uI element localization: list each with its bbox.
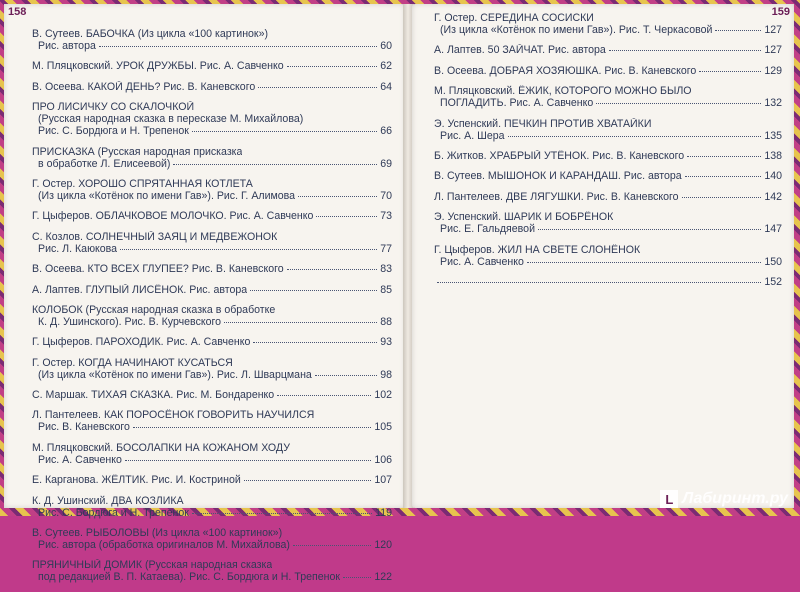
toc-entry: [434, 191, 782, 203]
toc-entry-detail: в обработке Л. Елисеевой): [38, 157, 171, 170]
left-page-number: 158: [8, 6, 27, 18]
dot-leader: [315, 375, 377, 376]
toc-entry: [434, 65, 782, 77]
toc-page-number: 62: [380, 60, 392, 73]
toc-entry-title: М. Пляцковский. ЁЖИК, КОТОРОГО МОЖНО БЫЛО: [434, 85, 692, 98]
toc-page-number: 150: [764, 255, 782, 268]
toc-entry-title: А. Лаптев. 50 ЗАЙЧАТ. Рис. автора: [434, 44, 606, 57]
toc-entry-detail: под редакцией В. П. Катаева). Рис. С. Бордюга и Н. Трепенок: [38, 571, 340, 584]
toc-entry: [434, 85, 782, 109]
toc-entry-title: В. Сутеев. РЫБОЛОВЫ (Из цикла «100 картинок»): [32, 527, 283, 540]
toc-entry-detail: К. Д. Ушинского). Рис. В. Курчевского: [38, 315, 222, 328]
toc-page-number: 73: [380, 210, 392, 223]
dot-leader: [343, 577, 371, 578]
toc-entry: [32, 409, 392, 433]
table-of-contents-left: [32, 28, 392, 592]
toc-entry-title: Л. Пантелеев. ДВЕ ЛЯГУШКИ. Рис. В. Каневского: [434, 190, 679, 203]
dot-leader: [287, 269, 378, 270]
dot-leader: [277, 395, 371, 396]
toc-entry-detail: Рис. С. Бордюга и Н. Трепенок: [38, 125, 189, 138]
toc-entry: [434, 244, 782, 268]
toc-entry-title: Г. Остер. СЕРЕДИНА СОСИСКИ: [434, 12, 594, 24]
toc-page-number: 138: [764, 149, 782, 162]
dot-leader: [258, 87, 377, 88]
toc-page-number: 85: [380, 283, 392, 296]
toc-entry: [32, 210, 392, 222]
table-of-contents-right: [434, 12, 782, 296]
toc-entry: [32, 495, 392, 519]
dot-leader: [298, 196, 377, 197]
toc-entry-title: ПРЯНИЧНЫЙ ДОМИК (Русская народная сказка: [32, 559, 273, 572]
toc-entry-detail: (Русская народная сказка в пересказе М. Михайлова): [38, 113, 304, 126]
dot-leader: [682, 197, 762, 198]
toc-entry-detail: (Из цикла «Котёнок по имени Гав»). Рис. Г. Алимова: [38, 189, 296, 202]
toc-entry: [32, 559, 392, 583]
dot-leader: [192, 513, 372, 514]
toc-entry: [434, 276, 782, 288]
toc-entry-title: Г. Цыферов. ПАРОХОДИК. Рис. А. Савченко: [32, 336, 251, 349]
toc-page-number: 142: [764, 190, 782, 203]
toc-page-number: 127: [764, 44, 782, 57]
toc-page-number: 140: [764, 170, 782, 183]
toc-page-number: 66: [380, 125, 392, 138]
toc-entry-title: Г. Остер. ХОРОШО СПРЯТАННАЯ КОТЛЕТА: [32, 177, 253, 190]
toc-entry: [32, 284, 392, 296]
toc-entry-title: М. Пляцковский. УРОК ДРУЖБЫ. Рис. А. Савченко: [32, 60, 284, 73]
dot-leader: [125, 460, 371, 461]
toc-entry-title: ПРИСКАЗКА (Русская народная присказка: [32, 145, 243, 158]
toc-entry-title: ПРО ЛИСИЧКУ СО СКАЛОЧКОЙ: [32, 101, 195, 114]
toc-entry-detail: Рис. С. Бордюга и Н. Трепенок: [38, 506, 189, 519]
toc-page-number: 147: [764, 223, 782, 236]
toc-entry: [434, 44, 782, 56]
toc-entry-title: В. Сутеев. БАБОЧКА (Из цикла «100 картинок»): [32, 28, 268, 40]
dot-leader: [192, 131, 377, 132]
dot-leader: [685, 176, 762, 177]
toc-entry: [32, 28, 392, 52]
toc-page-number: 88: [380, 315, 392, 328]
toc-page-number: 77: [380, 242, 392, 255]
toc-page-number: 69: [380, 157, 392, 170]
right-page-number: 159: [771, 6, 790, 18]
dot-leader: [244, 480, 372, 481]
dot-leader: [253, 342, 377, 343]
toc-entry-detail: ПОГЛАДИТЬ. Рис. А. Савченко: [440, 97, 594, 110]
dot-leader: [527, 262, 761, 263]
toc-entry-detail: Рис. автора: [38, 40, 96, 52]
toc-page-number: 132: [764, 97, 782, 110]
dot-leader: [120, 249, 377, 250]
toc-entry: [32, 357, 392, 381]
toc-entry: [32, 527, 392, 551]
toc-page-number: 93: [380, 336, 392, 349]
dot-leader: [316, 216, 377, 217]
toc-entry: [32, 442, 392, 466]
toc-entry-title: Г. Остер. КОГДА НАЧИНАЮТ КУСАТЬСЯ: [32, 356, 233, 369]
toc-page-number: 120: [374, 539, 392, 552]
toc-entry: [32, 389, 392, 401]
toc-entry: [32, 474, 392, 486]
toc-page-number: 129: [764, 64, 782, 77]
watermark-text: Лабиринт.ру: [682, 490, 788, 507]
toc-entry-title: Г. Цыферов. ОБЛАЧКОВОЕ МОЛОЧКО. Рис. А. Савченко: [32, 210, 314, 223]
toc-page-number: 98: [380, 368, 392, 381]
dot-leader: [99, 46, 377, 47]
toc-entry-title: В. Осеева. КАКОЙ ДЕНЬ? Рис. В. Каневского: [32, 80, 256, 93]
toc-entry-detail: Рис. автора (обработка оригиналов М. Михайлова): [38, 539, 290, 552]
toc-entry: [32, 146, 392, 170]
dot-leader: [173, 164, 377, 165]
dot-leader: [287, 66, 378, 67]
toc-entry-title: Е. Карганова. ЖЁЛТИК. Рис. И. Костриной: [32, 474, 241, 487]
dot-leader: [293, 545, 371, 546]
toc-entry-title: КОЛОБОК (Русская народная сказка в обработке: [32, 303, 276, 316]
dot-leader: [538, 229, 761, 230]
toc-entry-detail: Рис. А. Шера: [440, 129, 505, 142]
toc-entry-detail: Рис. А. Савченко: [38, 453, 122, 466]
toc-entry-title: Г. Цыферов. ЖИЛ НА СВЕТЕ СЛОНЁНОК: [434, 243, 641, 256]
toc-entry-title: А. Лаптев. ГЛУПЫЙ ЛИСЁНОК. Рис. автора: [32, 283, 248, 296]
right-page: [412, 4, 794, 508]
toc-entry: [32, 81, 392, 93]
toc-page-number: 83: [380, 263, 392, 276]
dot-leader: [250, 290, 377, 291]
dot-leader: [508, 136, 762, 137]
toc-entry: [32, 231, 392, 255]
dot-leader: [133, 427, 371, 428]
toc-page-number: 152: [764, 275, 782, 288]
toc-page-number: 105: [374, 421, 392, 434]
dot-leader: [437, 282, 761, 283]
left-page: [4, 4, 405, 584]
toc-page-number: 135: [764, 129, 782, 142]
labirint-logo-icon: L: [660, 490, 678, 508]
toc-entry: [32, 304, 392, 328]
dot-leader: [715, 30, 761, 31]
dot-leader: [596, 103, 761, 104]
toc-page-number: 106: [374, 453, 392, 466]
toc-entry-title: Л. Пантелеев. КАК ПОРОСЁНОК ГОВОРИТЬ НАУЧИЛСЯ: [32, 409, 315, 422]
toc-entry: [434, 12, 782, 36]
toc-entry-detail: Рис. А. Савченко: [440, 255, 524, 268]
toc-entry: [434, 118, 782, 142]
toc-page-number: 119: [375, 506, 392, 519]
toc-entry-title: К. Д. Ушинский. ДВА КОЗЛИКА: [32, 494, 184, 507]
dot-leader: [699, 71, 761, 72]
toc-entry-title: В. Осеева. КТО ВСЕХ ГЛУПЕЕ? Рис. В. Каневского: [32, 263, 284, 276]
dot-leader: [224, 322, 377, 323]
toc-entry-title: Э. Успенский. ПЕЧКИН ПРОТИВ ХВАТАЙКИ: [434, 117, 652, 130]
toc-page-number: 64: [380, 80, 392, 93]
toc-page-number: 127: [764, 24, 782, 36]
toc-entry-detail: Рис. В. Каневского: [38, 421, 130, 434]
toc-page-number: 60: [380, 40, 392, 52]
toc-entry: [434, 170, 782, 182]
toc-entry: [434, 150, 782, 162]
toc-entry: [32, 336, 392, 348]
toc-page-number: 70: [380, 189, 392, 202]
toc-entry: [32, 60, 392, 72]
toc-entry-title: С. Козлов. СОЛНЕЧНЫЙ ЗАЯЦ И МЕДВЕЖОНОК: [32, 230, 278, 243]
toc-entry-detail: Рис. Л. Каюкова: [38, 242, 118, 255]
toc-entry: [32, 101, 392, 137]
toc-entry-title: Б. Житков. ХРАБРЫЙ УТЁНОК. Рис. В. Каневского: [434, 149, 685, 162]
toc-entry-title: М. Пляцковский. БОСОЛАПКИ НА КОЖАНОМ ХОДУ: [32, 441, 290, 454]
toc-page-number: 107: [374, 474, 392, 487]
toc-entry-title: В. Сутеев. МЫШОНОК И КАРАНДАШ. Рис. автора: [434, 170, 682, 183]
toc-entry-detail: Рис. Е. Гальдяевой: [440, 223, 535, 236]
watermark: [660, 490, 788, 508]
toc-entry-title: В. Осеева. ДОБРАЯ ХОЗЯЮШКА. Рис. В. Каневского: [434, 64, 697, 77]
toc-entry: [32, 263, 392, 275]
toc-entry-detail: (Из цикла «Котёнок по имени Гав»). Рис. Т. Черкасовой: [440, 24, 713, 36]
dot-leader: [687, 156, 761, 157]
dot-leader: [609, 50, 761, 51]
toc-page-number: 122: [374, 571, 392, 584]
toc-entry-detail: (Из цикла «Котёнок по имени Гав»). Рис. Л. Шварцмана: [38, 368, 312, 381]
toc-entry: [434, 211, 782, 235]
toc-page-number: 102: [374, 389, 392, 402]
toc-entry: [32, 178, 392, 202]
toc-entry-title: Э. Успенский. ШАРИК И БОБРЁНОК: [434, 211, 614, 224]
toc-entry-title: С. Маршак. ТИХАЯ СКАЗКА. Рис. М. Бондаренко: [32, 389, 275, 402]
